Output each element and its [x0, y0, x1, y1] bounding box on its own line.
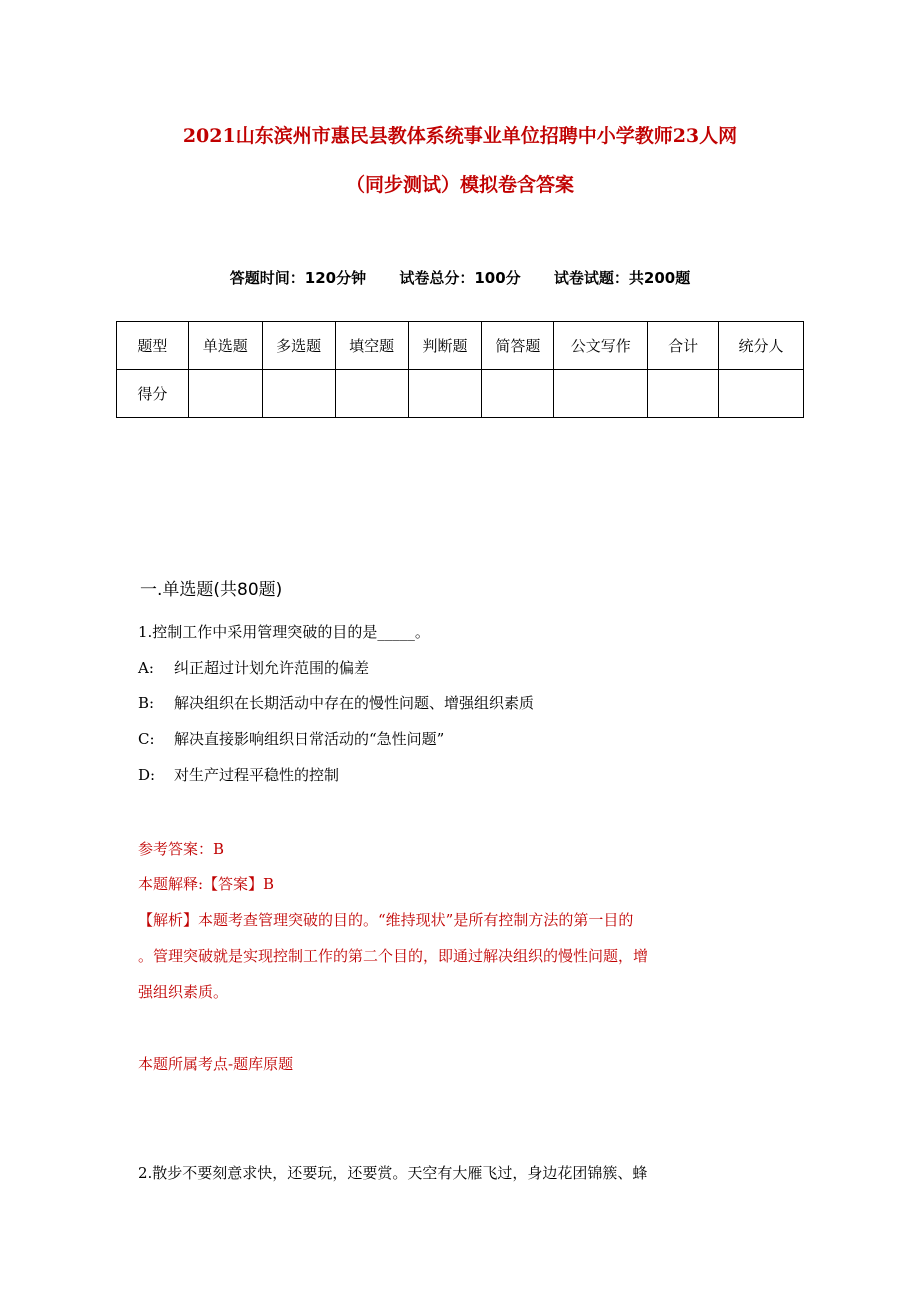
header-cell-short-answer: 简答题	[482, 322, 554, 370]
option-text: 纠正超过计划允许范围的偏差	[174, 659, 370, 677]
header-cell-type: 题型	[117, 322, 189, 370]
question-1-explanation-line3: 强组织素质。	[138, 983, 229, 1001]
question-1-explanation-line2: 。管理突破就是实现控制工作的第二个目的，即通过解决组织的慢性问题，增	[138, 947, 649, 965]
header-cell-true-false: 判断题	[408, 322, 482, 370]
score-cell	[335, 370, 408, 418]
document-title-line1: 2021山东滨州市惠民县教体系统事业单位招聘中小学教师23人网	[182, 125, 738, 147]
option-text: 对生产过程平稳性的控制	[174, 766, 340, 784]
exam-time: 答题时间：120分钟	[229, 269, 367, 287]
exam-meta	[60, 268, 860, 288]
score-cell	[408, 370, 482, 418]
exam-total-questions: 试卷试题：共200题	[553, 269, 691, 287]
score-cell	[648, 370, 719, 418]
exam-total-score: 试卷总分：100分	[399, 269, 521, 287]
question-1-option-d	[138, 764, 788, 786]
question-1-option-a	[138, 657, 788, 679]
question-1-explanation-line1: 【解析】本题考查管理突破的目的。“维持现状”是所有控制方法的第一目的	[138, 911, 634, 929]
option-letter: C:	[138, 730, 155, 748]
score-table	[116, 321, 804, 418]
document-title-line2: （同步测试）模拟卷含答案	[345, 174, 574, 196]
header-cell-single-choice: 单选题	[188, 322, 262, 370]
score-cell	[719, 370, 804, 418]
option-text: 解决组织在长期活动中存在的慢性问题、增强组织素质	[174, 694, 535, 712]
score-table-header-row	[117, 322, 804, 370]
score-cell	[554, 370, 648, 418]
question-1-answer: 参考答案：B	[138, 840, 225, 858]
header-cell-official-writing: 公文写作	[554, 322, 648, 370]
question-2-stem: 2.散步不要刻意求快，还要玩，还要赏。天空有大雁飞过，身边花团锦簇、蜂	[138, 1164, 648, 1182]
row-label-score: 得分	[117, 370, 189, 418]
question-1-option-c	[138, 728, 788, 750]
option-letter: D:	[138, 766, 156, 784]
score-cell	[188, 370, 262, 418]
header-cell-multiple-choice: 多选题	[262, 322, 335, 370]
header-cell-total: 合计	[648, 322, 719, 370]
section-title: 一.单选题(共80题)	[140, 580, 283, 600]
option-letter: B:	[138, 694, 155, 712]
score-cell	[482, 370, 554, 418]
option-text: 解决直接影响组织日常活动的“急性问题”	[174, 730, 445, 748]
question-1-option-b	[138, 692, 788, 714]
option-letter: A:	[138, 659, 154, 677]
header-cell-fill-blank: 填空题	[335, 322, 408, 370]
score-cell	[262, 370, 335, 418]
score-table-score-row	[117, 370, 804, 418]
question-1-stem: 1.控制工作中采用管理突破的目的是_____。	[138, 623, 430, 641]
question-1-source: 本题所属考点-题库原题	[138, 1055, 294, 1073]
question-1-explanation-label: 本题解释:【答案】B	[138, 875, 275, 893]
header-cell-scorer: 统分人	[719, 322, 804, 370]
